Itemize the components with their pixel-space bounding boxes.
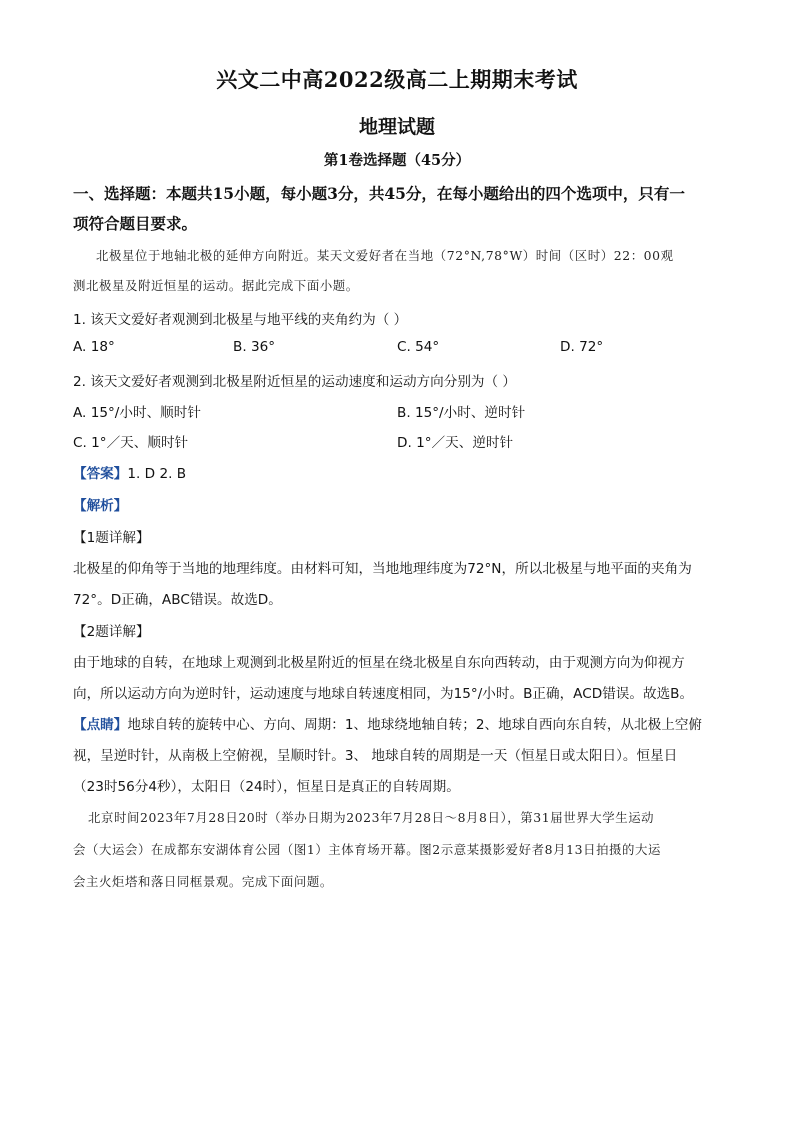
answer-label: 【答案】	[73, 466, 128, 482]
tip-label: 【点睛】	[73, 717, 128, 733]
material1-line2: 测北极星及附近恒星的运动。据此完成下面小题。	[73, 278, 359, 293]
question-1-option-d: D. 72°	[560, 339, 604, 355]
subject-title: 地理试题	[358, 116, 435, 138]
part-heading: 第1卷选择题（45分）	[323, 152, 471, 169]
tip-line2: 视，呈逆时针，从南极上空俯视，呈顺时针。3、 地球自转的周期是一天（恒星日或太阳日）。恒星日	[73, 748, 678, 764]
answer-text: 1. D 2. B	[127, 466, 187, 482]
question-2-option-c: C. 1°／天、顺时针	[73, 435, 189, 451]
question-1-option-a: A. 18°	[73, 339, 115, 355]
question-2-option-b: B. 15°/小时、逆时针	[397, 405, 526, 421]
tip-line1: 地球自转的旋转中心、方向、周期：1、地球绕地轴自转；2、地球自西向东自转，从北极上空俯	[127, 717, 703, 733]
question-2-option-d: D. 1°／天、逆时针	[397, 435, 514, 451]
detail2-line1: 由于地球的自转，在地球上观测到北极星附近的恒星在绕北极星自东向西转动，由于观测方向为仰视方	[73, 655, 685, 671]
section-instruction-line2: 项符合题目要求。	[73, 214, 198, 233]
detail1-label: 【1题详解】	[73, 530, 150, 546]
material2-line1: 北京时间2023年7月28日20时（举办日期为2023年7月28日～8月8日），第31届世界大学生运动	[88, 810, 655, 825]
question-2-stem: 2. 该天文爱好者观测到北极星附近恒星的运动速度和运动方向分别为（ ）	[73, 374, 517, 390]
section-instruction-line1: 一、选择题：本题共15小题，每小题3分，共45分，在每小题给出的四个选项中，只有一	[73, 184, 685, 203]
exam-title: 兴文二中高2022级高二上期期末考试	[216, 67, 578, 92]
detail2-label: 【2题详解】	[73, 624, 150, 640]
tip-row	[73, 713, 702, 733]
question-1-stem: 1. 该天文爱好者观测到北极星与地平线的夹角约为（ ）	[73, 312, 408, 328]
question-1-option-b: B. 36°	[233, 339, 276, 355]
detail2-line2: 向，所以运动方向为逆时针，运动速度与地球自转速度相同，为15°/小时。B正确，ACD错误。故选B。	[73, 686, 694, 702]
material2-line3: 会主火炬塔和落日同框景观。完成下面问题。	[73, 874, 333, 889]
material1-line1: 北极星位于地轴北极的延伸方向附近。某天文爱好者在当地（72°N,78°W）时间（区时）22：00观	[96, 248, 674, 263]
detail1-line1: 北极星的仰角等于当地的地理纬度。由材料可知，当地地理纬度为72°N，所以北极星与地平面的夹角为	[73, 561, 692, 577]
analysis-label: 【解析】	[73, 498, 128, 514]
question-2-option-a: A. 15°/小时、顺时针	[73, 405, 201, 421]
answer-row	[73, 462, 186, 482]
material2-line2: 会（大运会）在成都东安湖体育公园（图1）主体育场开幕。图2示意某摄影爱好者8月13日拍摄的大运	[73, 842, 662, 857]
question-1-option-c: C. 54°	[397, 339, 440, 355]
detail1-line2: 72°。D正确，ABC错误。故选D。	[73, 592, 282, 608]
tip-line3: （23时56分4秒），太阳日（24时），恒星日是真正的自转周期。	[73, 779, 460, 795]
